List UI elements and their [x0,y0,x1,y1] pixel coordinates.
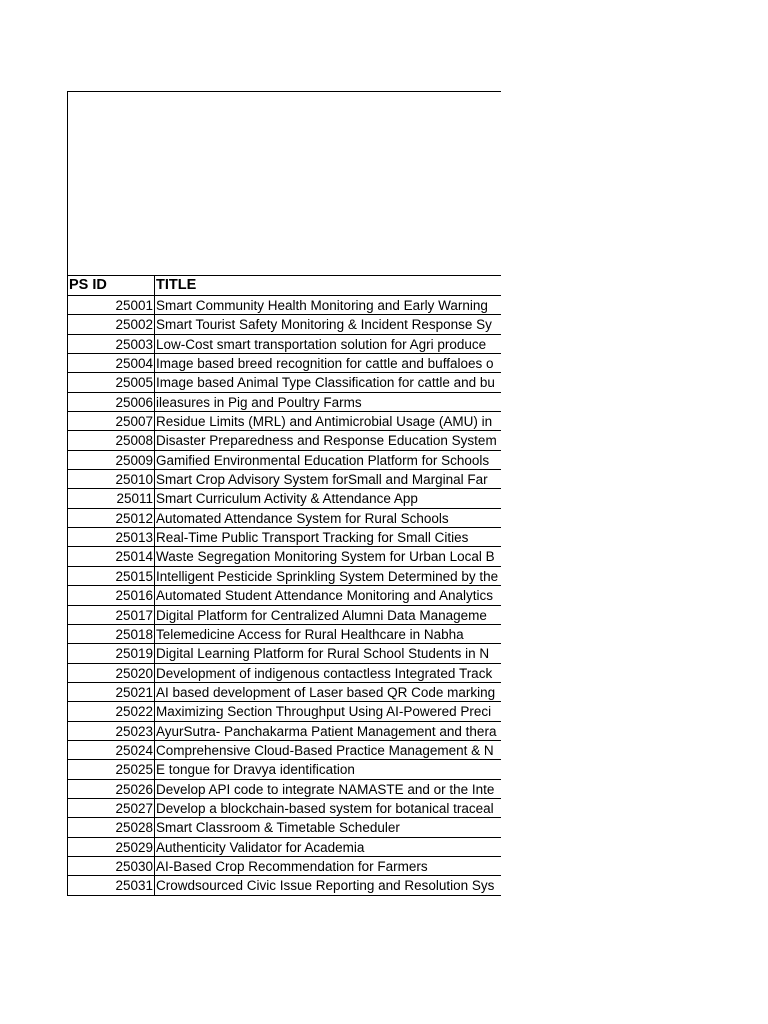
table-row [68,799,501,818]
ps-id-cell: 25015 [68,567,155,585]
title-cell: Image based Animal Type Classification for cattle and bu [156,375,495,391]
title-cell: Smart Classroom & Timetable Scheduler [156,820,400,836]
table-row [68,644,501,663]
spreadsheet-table [67,91,501,896]
ps-id-cell: 25003 [68,335,155,353]
ps-id-cell: 25027 [68,799,155,817]
title-cell: Smart Tourist Safety Monitoring & Incident Response Sy [156,317,492,333]
table-row [68,722,501,741]
table-row [68,431,501,450]
table-row [68,412,501,431]
ps-id-cell: 25004 [68,354,155,372]
table-row [68,451,501,470]
blank-merged-area [68,92,501,276]
table-row [68,741,501,760]
table-row [68,857,501,876]
title-cell: Low-Cost smart transportation solution for Agri produce [156,336,487,352]
table-row [68,393,501,412]
table-row [68,606,501,625]
title-cell: ileasures in Pig and Poultry Farms [156,394,362,410]
ps-id-cell: 25010 [68,470,155,488]
header-ps-id: PS ID [68,276,155,295]
table-row [68,625,501,644]
ps-id-cell: 25014 [68,547,155,565]
ps-id-cell: 25016 [68,586,155,604]
ps-id-cell: 25023 [68,722,155,740]
ps-id-cell: 25022 [68,702,155,720]
table-row [68,683,501,702]
table-row [68,509,501,528]
title-cell: Intelligent Pesticide Sprinkling System Determined by the [156,568,499,584]
title-cell: Smart Crop Advisory System forSmall and Marginal Far [156,472,488,488]
title-cell: E tongue for Dravya identification [156,762,355,778]
table-header-row [68,276,501,296]
title-cell: Develop API code to integrate NAMASTE and or the Inte [156,781,495,797]
title-cell: Automated Attendance System for Rural Schools [156,510,449,526]
table-row [68,547,501,566]
table-row [68,760,501,779]
table-row [68,586,501,605]
title-cell: AyurSutra- Panchakarma Patient Management and thera [156,723,497,739]
ps-id-cell: 25002 [68,315,155,333]
title-cell: Digital Platform for Centralized Alumni Data Manageme [156,607,487,623]
ps-id-cell: 25031 [68,876,155,894]
title-cell: Digital Learning Platform for Rural School Students in N [156,646,490,662]
table-row [68,470,501,489]
ps-id-cell: 25006 [68,393,155,411]
ps-id-cell: 25019 [68,644,155,662]
table-row [68,315,501,334]
table-body [68,296,501,896]
title-cell: Automated Student Attendance Monitoring and Analytics [156,588,493,604]
ps-id-cell: 25029 [68,838,155,856]
ps-id-cell: 25013 [68,528,155,546]
table-row [68,780,501,799]
title-cell: Residue Limits (MRL) and Antimicrobial Usage (AMU) in [156,414,493,430]
title-cell: Smart Curriculum Activity & Attendance App [156,491,418,507]
title-cell: AI based development of Laser based QR Code marking [156,684,496,700]
ps-id-cell: 25020 [68,664,155,682]
table-row [68,567,501,586]
table-row [68,528,501,547]
ps-id-cell: 25001 [68,296,155,314]
ps-id-cell: 25026 [68,780,155,798]
ps-id-cell: 25008 [68,431,155,449]
table-row [68,818,501,837]
table-row [68,702,501,721]
ps-id-cell: 25012 [68,509,155,527]
table-row [68,664,501,683]
ps-id-cell: 25024 [68,741,155,759]
table-row [68,354,501,373]
title-cell: Telemedicine Access for Rural Healthcare in Nabha [156,626,464,642]
title-cell: Image based breed recognition for cattle and buffaloes o [156,356,494,372]
ps-id-cell: 25017 [68,606,155,624]
table-row [68,489,501,508]
ps-id-cell: 25018 [68,625,155,643]
table-row [68,335,501,354]
ps-id-cell: 25005 [68,373,155,391]
ps-id-cell: 25025 [68,760,155,778]
title-cell: Waste Segregation Monitoring System for Urban Local B [156,549,495,565]
table-row [68,876,501,895]
title-cell: AI-Based Crop Recommendation for Farmers [156,858,428,874]
title-cell: Smart Community Health Monitoring and Early Warning [156,298,488,313]
ps-id-cell: 25028 [68,818,155,836]
title-cell: Authenticity Validator for Academia [156,839,365,855]
table-row [68,296,501,315]
title-cell: Comprehensive Cloud-Based Practice Management & N [156,742,494,758]
title-cell: Disaster Preparedness and Response Education System [156,433,497,449]
title-cell: Development of indigenous contactless Integrated Track [156,665,493,681]
title-cell: Crowdsourced Civic Issue Reporting and Resolution Sys [156,878,495,894]
header-title: TITLE [156,277,197,293]
title-cell: Develop a blockchain-based system for botanical traceal [156,800,494,816]
ps-id-cell: 25021 [68,683,155,701]
title-cell: Gamified Environmental Education Platform for Schools [156,452,490,468]
ps-id-cell: 25007 [68,412,155,430]
title-cell: Real-Time Public Transport Tracking for Small Cities [156,530,469,546]
ps-id-cell: 25009 [68,451,155,469]
ps-id-cell: 25011 [68,489,155,507]
title-cell: Maximizing Section Throughput Using AI-Powered Preci [156,704,492,720]
ps-id-cell: 25030 [68,857,155,875]
table-row [68,373,501,392]
table-row [68,838,501,857]
